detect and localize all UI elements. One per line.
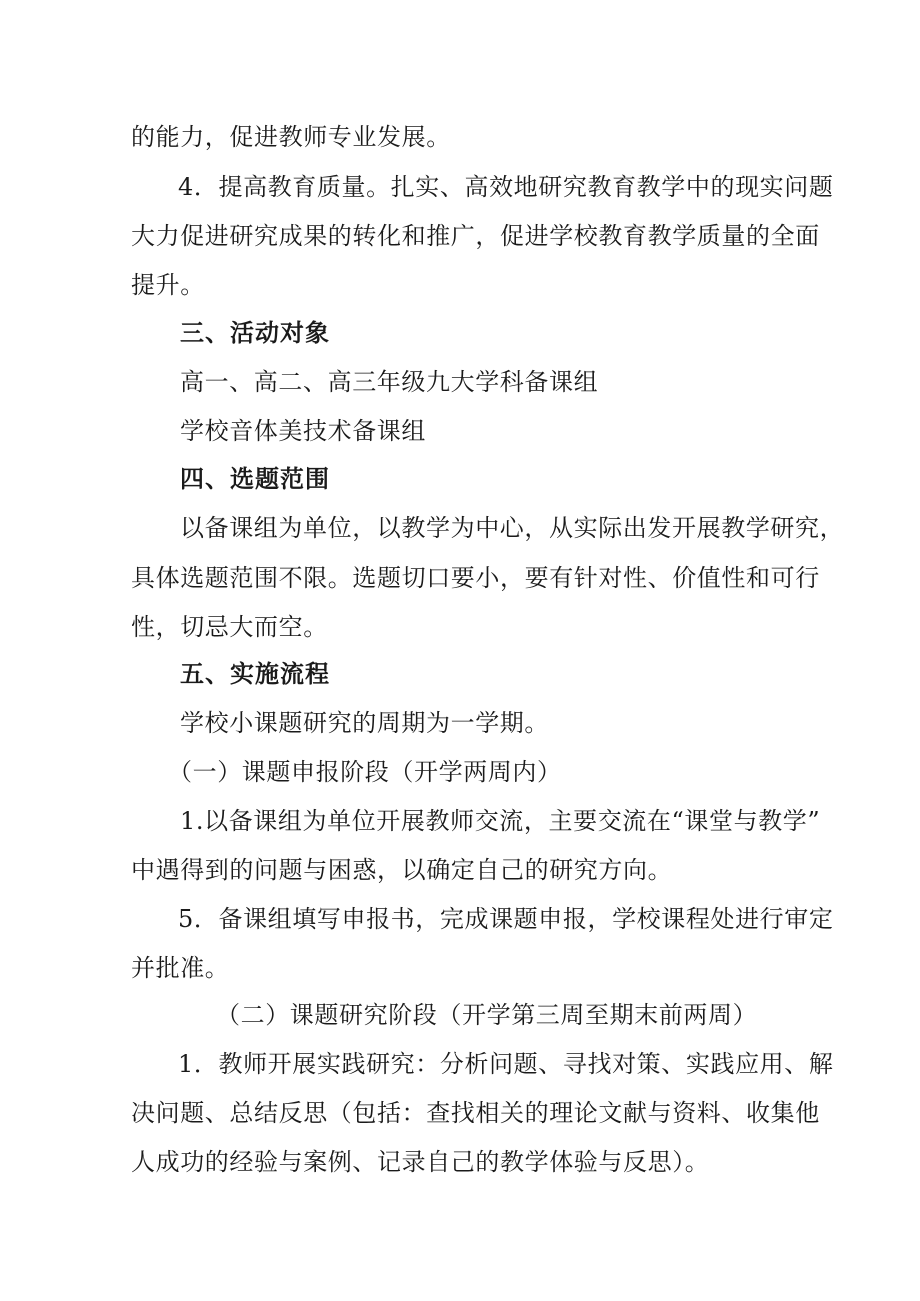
paragraph-line: 4．提高教育质量。扎实、高效地研究教育教学中的现实问题 bbox=[178, 173, 834, 201]
paragraph-line: 5．备课组填写申报书，完成课题申报，学校课程处进行审定 bbox=[178, 905, 834, 933]
section-heading: 四、选题范围 bbox=[180, 465, 330, 493]
paragraph-line: 性，切忌大而空。 bbox=[131, 613, 328, 641]
paragraph-line: 的能力，促进教师专业发展。 bbox=[131, 123, 451, 151]
paragraph-line: 高一、高二、高三年级九大学科备课组 bbox=[180, 368, 599, 396]
subsection-heading: （二）课题研究阶段（开学第三周至期末前两周） bbox=[216, 1001, 758, 1029]
paragraph-line: 学校音体美技术备课组 bbox=[180, 417, 426, 445]
subsection-heading: （一）课题申报阶段（开学两周内） bbox=[168, 758, 562, 786]
section-heading: 五、实施流程 bbox=[180, 660, 330, 688]
paragraph-line: 学校小课题研究的周期为一学期。 bbox=[180, 709, 549, 737]
paragraph-line: 大力促进研究成果的转化和推广，促进学校教育教学质量的全面 bbox=[131, 222, 820, 250]
paragraph-line: 1．教师开展实践研究：分析问题、寻找对策、实践应用、解 bbox=[178, 1050, 834, 1078]
paragraph-line: 1.以备课组为单位开展教师交流，主要交流在“课堂与教学” bbox=[180, 807, 821, 835]
section-heading: 三、活动对象 bbox=[180, 319, 330, 347]
paragraph-line: 以备课组为单位，以教学为中心，从实际出发开展教学研究， bbox=[180, 514, 845, 542]
paragraph-line: 人成功的经验与案例、记录自己的教学体验与反思）。 bbox=[131, 1148, 710, 1176]
paragraph-line: 中遇得到的问题与困惑，以确定自己的研究方向。 bbox=[131, 856, 673, 884]
paragraph-line: 并批准。 bbox=[131, 954, 230, 982]
paragraph-line: 决问题、总结反思（包括：查找相关的理论文献与资料、收集他 bbox=[131, 1099, 820, 1127]
paragraph-line: 提升。 bbox=[131, 271, 205, 299]
paragraph-line: 具体选题范围不限。选题切口要小，要有针对性、价值性和可行 bbox=[131, 564, 820, 592]
